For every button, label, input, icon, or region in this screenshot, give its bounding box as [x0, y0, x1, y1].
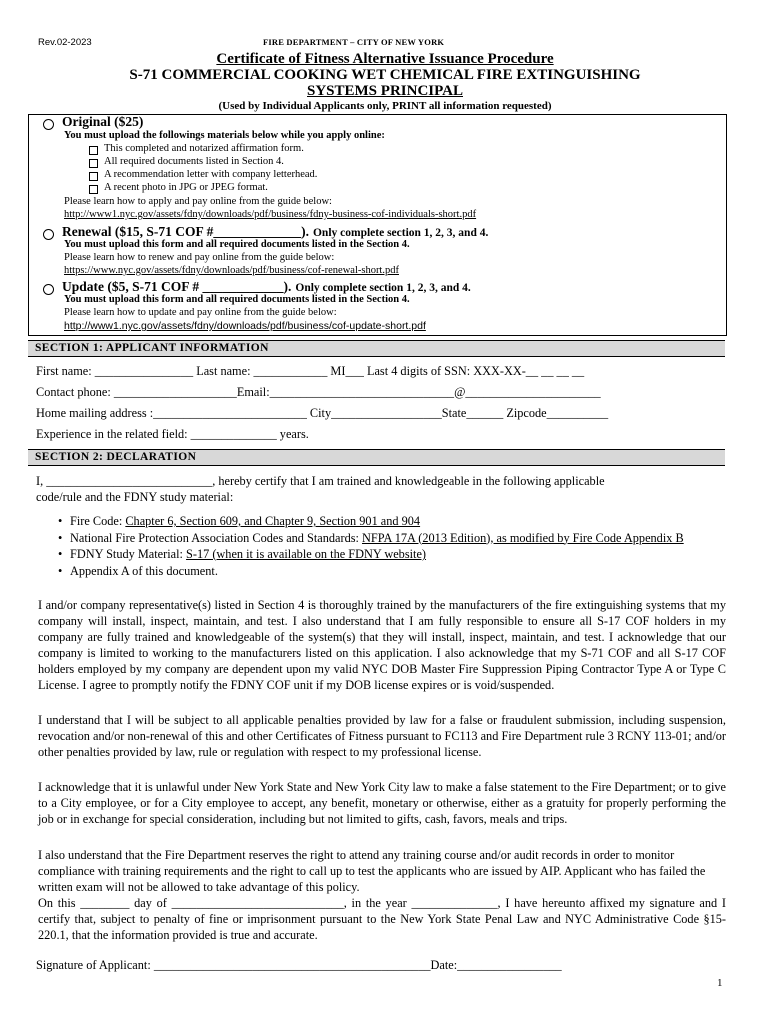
update-option-title: Update ($5, S-71 COF # ____________).: [62, 279, 292, 294]
original-guide-text: Please learn how to apply and pay online from the guide below:: [64, 196, 332, 207]
signature-date-line[interactable]: Signature of Applicant: _____________________________________________Date:_________________: [36, 958, 562, 972]
renewal-option-title: Renewal ($15, S-71 COF #_____________).: [62, 224, 309, 239]
experience-field[interactable]: Experience in the related field: ______________ years.: [36, 427, 309, 441]
list-item: [58, 513, 728, 529]
declaration-paragraph-1: I and/or company representative(s) listed in Section 4 is thoroughly trained by the manufacturers of the fire extinguishing systems that my company will install, inspect, maintain, and test. I also understand that I am fully responsible to ensure all S-17 COF holders in my company are fully trained and knowledgeable of the system(s) that they will install, inspect, maintain, and test. I acknowledge that our company is limited to working to the manufacturers listed on this application. I also acknowledge that my S-71 COF and all S-17 COF holders employed by my company are dependent upon my valid NYC DOB Master Fire Suppression Piping Contractor Type A or Type C License. I agree to promptly notify the FDNY COF unit if my DOB license expires or is void/suspended.: [38, 598, 726, 692]
nfpa-reference: NFPA 17A (2013 Edition), as modified by Fire Code Appendix B: [362, 530, 684, 545]
certify-line2: code/rule and the FDNY study material:: [36, 490, 234, 504]
update-guide-text: Please learn how to update and pay online from the guide below:: [64, 307, 337, 318]
original-item-1: This completed and notarized affirmation form.: [104, 143, 304, 154]
renewal-sections-note: Only complete section 1, 2, 3, and 4.: [312, 227, 489, 239]
study-material-reference: S-17 (when it is available on the FDNY website): [186, 547, 427, 561]
list-item: [58, 546, 728, 562]
original-item-3: A recommendation letter with company letterhead.: [104, 169, 318, 180]
update-upload-instructions: You must upload this form and all required documents listed in the Section 4.: [64, 294, 410, 305]
revision-label: Rev.02-2023: [38, 37, 92, 48]
original-radio[interactable]: [43, 119, 54, 130]
original-option-title: Original ($25): [62, 114, 144, 129]
form-subtitle-line2: SYSTEMS PRINCIPAL: [307, 83, 463, 99]
list-item: [58, 563, 728, 579]
certify-name-line[interactable]: I, ___________________________, hereby certify that I am trained and knowledgeable in the following applicable: [36, 474, 605, 488]
declaration-paragraph-2: I understand that I will be subject to all applicable penalties provided by law for a false or fraudulent submission, including suspension, revocation and/or non-renewal of this and other Certificates of Fitness pursuant to FC113 and Fire Department rule 3 RCNY 113-01; and/or other penalties provided by law, rule or regulation with respect to my professional license.: [38, 713, 726, 759]
checkbox-affirmation-form[interactable]: [89, 146, 98, 155]
checkbox-required-documents[interactable]: [89, 159, 98, 168]
section2-title: SECTION 2: DECLARATION: [35, 451, 197, 463]
renewal-guide-text: Please learn how to renew and pay online from the guide below:: [64, 252, 335, 263]
bullet-prefix: National Fire Protection Association Codes and Standards:: [70, 530, 363, 545]
renewal-upload-instructions: You must upload this form and all required documents listed in the Section 4.: [64, 239, 410, 250]
update-radio[interactable]: [43, 284, 54, 295]
address-fields[interactable]: Home mailing address :_________________________ City__________________State______ Zipcode__________: [36, 406, 609, 420]
section1-header: [28, 340, 725, 357]
declaration-paragraph-3: I acknowledge that it is unlawful under New York State and New York City law to make a false statement to the Fire Department; or to give to a City employee, or for a City employee to accept, any benefit, monetary or otherwise, either as a gratuity for properly performing the job or in exchange for special consideration, including but not limited to gifts, cash, favors, meals and trips.: [38, 780, 726, 826]
declaration-paragraph-5: On this ________ day of ____________________________, in the year ______________, I have hereunto affixed my signature and I certify that, subject to penalty of fine or imprisonment pursuant to the New York State Penal Law and NYC Administrative Code §15-220.1, that the information provided is true and accurate.: [38, 896, 726, 942]
bullet-prefix: Appendix A of this document.: [70, 563, 218, 578]
declaration-paragraph-4: I also understand that the Fire Department reserves the right to attend any training course and/or audit records in order to monitor compliance with training requirements and the right to call up to test the applicants who are issued by AIP. Applicant who has failed the written exam will not be allowed to take advantage of this policy.: [38, 848, 706, 894]
original-item-4: A recent photo in JPG or JPEG format.: [104, 182, 268, 193]
page-number: 1: [717, 977, 723, 989]
list-item: [58, 530, 728, 546]
checkbox-recent-photo[interactable]: [89, 185, 98, 194]
agency-header: FIRE DEPARTMENT – CITY OF NEW YORK: [263, 37, 445, 47]
section1-title: SECTION 1: APPLICANT INFORMATION: [35, 342, 269, 354]
original-upload-instructions: You must upload the followings materials below while you apply online:: [64, 130, 385, 141]
original-guide-link[interactable]: http://www1.nyc.gov/assets/fdny/downloads/pdf/business/fdny-business-cof-individuals-short.pdf: [64, 209, 477, 220]
renewal-guide-link[interactable]: https://www.nyc.gov/assets/fdny/downloads/pdf/business/cof-renewal-short.pdf: [64, 265, 399, 276]
phone-email-fields[interactable]: Contact phone: ____________________Email:______________________________@______________________: [36, 385, 601, 399]
bullet-prefix: FDNY Study Material:: [70, 547, 187, 561]
original-item-2: All required documents listed in Section 4.: [104, 156, 284, 167]
checkbox-recommendation-letter[interactable]: [89, 172, 98, 181]
study-material-list: [58, 513, 728, 579]
section2-header: [28, 449, 725, 466]
form-title: Certificate of Fitness Alternative Issuance Procedure: [216, 51, 554, 67]
bullet-prefix: Fire Code:: [70, 514, 126, 528]
name-ssn-fields[interactable]: First name: ________________ Last name: ____________ MI___ Last 4 digits of SSN: XXX-XX-__ __ __ __: [36, 364, 585, 378]
form-instructions-note: (Used by Individual Applicants only, PRINT all information requested): [218, 100, 552, 112]
update-guide-link[interactable]: http://www1.nyc.gov/assets/fdny/downloads/pdf/business/cof-update-short.pdf: [64, 320, 426, 332]
fire-code-reference: Chapter 6, Section 609, and Chapter 9, Section 901 and 904: [125, 514, 421, 528]
form-subtitle-line1: S-71 COMMERCIAL COOKING WET CHEMICAL FIRE EXTINGUISHING: [129, 67, 641, 83]
update-sections-note: Only complete section 1, 2, 3, and 4.: [295, 282, 471, 294]
renewal-radio[interactable]: [43, 229, 54, 240]
